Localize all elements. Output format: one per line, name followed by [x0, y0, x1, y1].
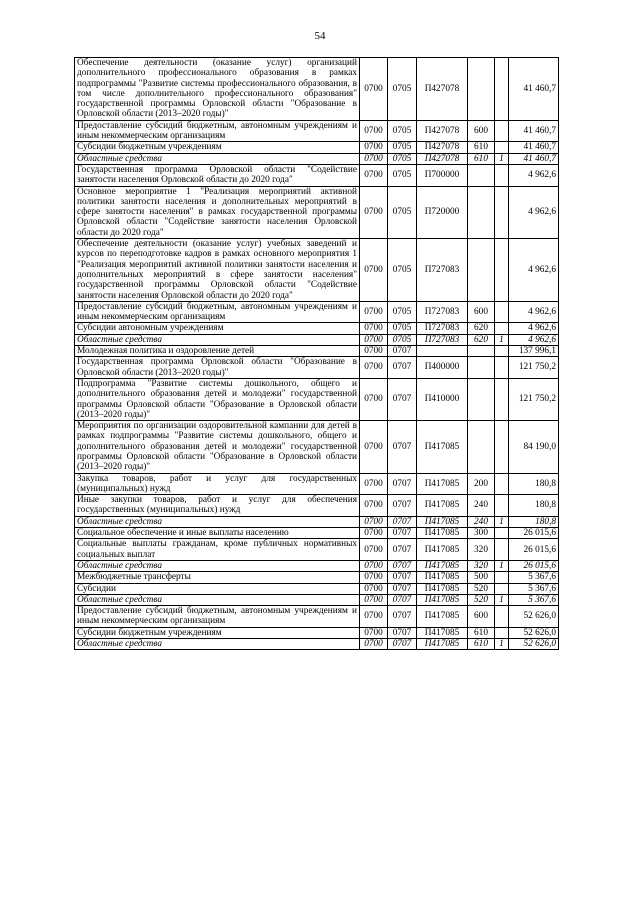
section-code-cell: 0700 — [360, 334, 388, 345]
table-row — [75, 378, 559, 420]
section-code-cell: 0700 — [360, 539, 388, 561]
subsection-code-cell: 0707 — [388, 539, 417, 561]
row-name-cell: Социальные выплаты гражданам, кроме публичных нормативных социальных выплат — [75, 539, 360, 561]
row-name-cell: Социальное обеспечение и иные выплаты населению — [75, 528, 360, 539]
target-article-cell: П417085 — [417, 606, 468, 628]
funding-source-cell: 1 — [495, 594, 509, 605]
target-article-cell: П727083 — [417, 239, 468, 302]
expense-type-cell: 320 — [468, 560, 495, 571]
expense-type-cell: 610 — [468, 639, 495, 650]
target-article-cell: П727083 — [417, 301, 468, 323]
target-article-cell: П427078 — [417, 142, 468, 153]
amount-cell: 121 750,2 — [509, 357, 559, 379]
expense-type-cell: 600 — [468, 301, 495, 323]
subsection-code-cell: 0705 — [388, 334, 417, 345]
section-code-cell: 0700 — [360, 594, 388, 605]
section-code-cell: 0700 — [360, 606, 388, 628]
subsection-code-cell: 0707 — [388, 516, 417, 527]
table-row — [75, 323, 559, 334]
subsection-code-cell: 0707 — [388, 378, 417, 420]
amount-cell: 41 460,7 — [509, 153, 559, 164]
section-code-cell: 0700 — [360, 346, 388, 357]
subsection-code-cell: 0705 — [388, 301, 417, 323]
amount-cell: 5 367,6 — [509, 583, 559, 594]
target-article-cell: П417085 — [417, 539, 468, 561]
row-name-cell: Мероприятия по организации оздоровительной кампании для детей в рамках подпрограммы "Развитие системы дошкольного, общего и дополнительного образования детей и молодежи" государственной программы Орловской области "Образование в Орловской области (2013–2020 годы)" — [75, 421, 360, 473]
expense-type-cell: 520 — [468, 583, 495, 594]
table-row — [75, 572, 559, 583]
funding-source-cell — [495, 627, 509, 638]
target-article-cell: П417085 — [417, 627, 468, 638]
funding-source-cell — [495, 120, 509, 142]
section-code-cell: 0700 — [360, 378, 388, 420]
row-name-cell: Областные средства — [75, 334, 360, 345]
row-name-cell: Областные средства — [75, 560, 360, 571]
section-code-cell: 0700 — [360, 516, 388, 527]
subsection-code-cell: 0707 — [388, 572, 417, 583]
row-name-cell: Субсидии автономным учреждениям — [75, 323, 360, 334]
page-number: 54 — [314, 30, 326, 42]
subsection-code-cell: 0707 — [388, 346, 417, 357]
target-article-cell: П427078 — [417, 120, 468, 142]
expense-type-cell: 620 — [468, 323, 495, 334]
budget-table — [74, 57, 559, 650]
expense-type-cell: 610 — [468, 142, 495, 153]
table-row — [75, 539, 559, 561]
table-row — [75, 58, 559, 121]
target-article-cell: П700000 — [417, 164, 468, 186]
subsection-code-cell: 0705 — [388, 142, 417, 153]
funding-source-cell — [495, 164, 509, 186]
target-article-cell: П417085 — [417, 516, 468, 527]
funding-source-cell: 1 — [495, 153, 509, 164]
amount-cell: 26 015,6 — [509, 560, 559, 571]
table-row — [75, 421, 559, 473]
amount-cell: 4 962,6 — [509, 334, 559, 345]
subsection-code-cell: 0705 — [388, 120, 417, 142]
target-article-cell: П417085 — [417, 572, 468, 583]
expense-type-cell — [468, 186, 495, 238]
expense-type-cell: 300 — [468, 528, 495, 539]
row-name-cell: Основное мероприятие 1 "Реализация мероприятий активной политики занятости населения и дополнительных мероприятий в сфере занятости населения" в рамках государственной программы Орловской области "Содействие занятости населения Орловской области до 2020 года" — [75, 186, 360, 238]
row-name-cell: Обеспечение деятельности (оказание услуг) учебных заведений и курсов по переподготовке кадров в рамках основного мероприятия 1 "Реализация мероприятий активной политики занятости населения и дополнительных мероприятий в сфере занятости населения" государственной программы Орловской области "Содействие занятости населения Орловской области до 2020 года" — [75, 239, 360, 302]
row-name-cell: Субсидии бюджетным учреждениям — [75, 142, 360, 153]
target-article-cell: П427078 — [417, 153, 468, 164]
expense-type-cell: 600 — [468, 120, 495, 142]
row-name-cell: Государственная программа Орловской области "Образование в Орловской области (2013–2020 годы)" — [75, 357, 360, 379]
funding-source-cell — [495, 421, 509, 473]
expense-type-cell — [468, 164, 495, 186]
subsection-code-cell: 0705 — [388, 58, 417, 121]
section-code-cell: 0700 — [360, 58, 388, 121]
subsection-code-cell: 0707 — [388, 639, 417, 650]
table-row — [75, 239, 559, 302]
target-article-cell: П417085 — [417, 528, 468, 539]
expense-type-cell — [468, 378, 495, 420]
section-code-cell: 0700 — [360, 120, 388, 142]
funding-source-cell — [495, 495, 509, 517]
funding-source-cell: 1 — [495, 334, 509, 345]
amount-cell: 4 962,6 — [509, 186, 559, 238]
section-code-cell: 0700 — [360, 627, 388, 638]
funding-source-cell — [495, 301, 509, 323]
funding-source-cell — [495, 346, 509, 357]
expense-type-cell: 610 — [468, 627, 495, 638]
funding-source-cell — [495, 142, 509, 153]
table-row — [75, 357, 559, 379]
target-article-cell: П410000 — [417, 378, 468, 420]
section-code-cell: 0700 — [360, 421, 388, 473]
amount-cell: 26 015,6 — [509, 539, 559, 561]
amount-cell: 137 996,1 — [509, 346, 559, 357]
table-row — [75, 627, 559, 638]
table-row — [75, 606, 559, 628]
target-article-cell: П417085 — [417, 594, 468, 605]
subsection-code-cell: 0705 — [388, 153, 417, 164]
expense-type-cell: 620 — [468, 334, 495, 345]
target-article-cell: П720000 — [417, 186, 468, 238]
target-article-cell: П727083 — [417, 323, 468, 334]
amount-cell: 52 626,0 — [509, 627, 559, 638]
amount-cell: 26 015,6 — [509, 528, 559, 539]
table-row — [75, 153, 559, 164]
target-article-cell: П417085 — [417, 473, 468, 495]
section-code-cell: 0700 — [360, 473, 388, 495]
target-article-cell: П727083 — [417, 334, 468, 345]
amount-cell: 5 367,6 — [509, 594, 559, 605]
funding-source-cell: 1 — [495, 639, 509, 650]
target-article-cell: П417085 — [417, 560, 468, 571]
table-row — [75, 142, 559, 153]
funding-source-cell — [495, 528, 509, 539]
section-code-cell: 0700 — [360, 301, 388, 323]
row-name-cell: Подпрограмма "Развитие системы дошкольного, общего и дополнительного образования детей и молодежи" государственной программы Орловской области "Образование в Орловской области (2013–2020 годы)" — [75, 378, 360, 420]
funding-source-cell — [495, 539, 509, 561]
target-article-cell: П417085 — [417, 421, 468, 473]
table-row — [75, 164, 559, 186]
target-article-cell: П427078 — [417, 58, 468, 121]
table-row — [75, 334, 559, 345]
section-code-cell: 0700 — [360, 528, 388, 539]
row-name-cell: Предоставление субсидий бюджетным, автономным учреждениям и иным некоммерческим организациям — [75, 301, 360, 323]
section-code-cell: 0700 — [360, 560, 388, 571]
target-article-cell: П400000 — [417, 357, 468, 379]
row-name-cell: Иные закупки товаров, работ и услуг для обеспечения государственных (муниципальных) нужд — [75, 495, 360, 517]
funding-source-cell — [495, 606, 509, 628]
row-name-cell: Областные средства — [75, 153, 360, 164]
amount-cell: 41 460,7 — [509, 120, 559, 142]
subsection-code-cell: 0707 — [388, 495, 417, 517]
row-name-cell: Молодежная политика и оздоровление детей — [75, 346, 360, 357]
amount-cell: 5 367,6 — [509, 572, 559, 583]
subsection-code-cell: 0707 — [388, 594, 417, 605]
subsection-code-cell: 0705 — [388, 323, 417, 334]
funding-source-cell — [495, 239, 509, 302]
funding-source-cell — [495, 186, 509, 238]
section-code-cell: 0700 — [360, 323, 388, 334]
amount-cell: 4 962,6 — [509, 301, 559, 323]
amount-cell: 84 190,0 — [509, 421, 559, 473]
funding-source-cell — [495, 583, 509, 594]
amount-cell: 180,8 — [509, 495, 559, 517]
subsection-code-cell: 0705 — [388, 164, 417, 186]
expense-type-cell: 320 — [468, 539, 495, 561]
table-row — [75, 528, 559, 539]
target-article-cell: П417085 — [417, 639, 468, 650]
section-code-cell: 0700 — [360, 639, 388, 650]
row-name-cell: Субсидии бюджетным учреждениям — [75, 627, 360, 638]
table-row — [75, 560, 559, 571]
section-code-cell: 0700 — [360, 239, 388, 302]
section-code-cell: 0700 — [360, 357, 388, 379]
subsection-code-cell: 0707 — [388, 560, 417, 571]
subsection-code-cell: 0707 — [388, 421, 417, 473]
funding-source-cell: 1 — [495, 516, 509, 527]
funding-source-cell — [495, 378, 509, 420]
funding-source-cell: 1 — [495, 560, 509, 571]
amount-cell: 121 750,2 — [509, 378, 559, 420]
expense-type-cell: 240 — [468, 495, 495, 517]
funding-source-cell — [495, 473, 509, 495]
row-name-cell: Предоставление субсидий бюджетным, автономным учреждениям и иным некоммерческим организациям — [75, 120, 360, 142]
amount-cell: 4 962,6 — [509, 164, 559, 186]
expense-type-cell: 500 — [468, 572, 495, 583]
row-name-cell: Областные средства — [75, 639, 360, 650]
expense-type-cell — [468, 239, 495, 302]
section-code-cell: 0700 — [360, 583, 388, 594]
table-row — [75, 516, 559, 527]
table-row — [75, 473, 559, 495]
subsection-code-cell: 0707 — [388, 627, 417, 638]
table-row — [75, 186, 559, 238]
row-name-cell: Обеспечение деятельности (оказание услуг) организаций дополнительного профессионального образования в рамках подпрограммы "Развитие системы профессионального образования, в том числе дополнительного профессионального образования" государственной программы Орловской области "Образование в Орловской области (2013–2020 годы)" — [75, 58, 360, 121]
table-row — [75, 301, 559, 323]
expense-type-cell — [468, 357, 495, 379]
section-code-cell: 0700 — [360, 495, 388, 517]
row-name-cell: Областные средства — [75, 516, 360, 527]
row-name-cell: Предоставление субсидий бюджетным, автономным учреждениям и иным некоммерческим организациям — [75, 606, 360, 628]
subsection-code-cell: 0707 — [388, 357, 417, 379]
amount-cell: 41 460,7 — [509, 58, 559, 121]
section-code-cell: 0700 — [360, 164, 388, 186]
amount-cell: 180,8 — [509, 473, 559, 495]
subsection-code-cell: 0707 — [388, 606, 417, 628]
table-row — [75, 346, 559, 357]
amount-cell: 180,8 — [509, 516, 559, 527]
target-article-cell: П417085 — [417, 495, 468, 517]
table-row — [75, 120, 559, 142]
funding-source-cell — [495, 357, 509, 379]
section-code-cell: 0700 — [360, 153, 388, 164]
funding-source-cell — [495, 323, 509, 334]
funding-source-cell — [495, 58, 509, 121]
subsection-code-cell: 0707 — [388, 528, 417, 539]
table-row — [75, 583, 559, 594]
expense-type-cell: 600 — [468, 606, 495, 628]
amount-cell: 41 460,7 — [509, 142, 559, 153]
row-name-cell: Межбюджетные трансферты — [75, 572, 360, 583]
amount-cell: 4 962,6 — [509, 239, 559, 302]
table-row — [75, 639, 559, 650]
section-code-cell: 0700 — [360, 572, 388, 583]
expense-type-cell — [468, 346, 495, 357]
expense-type-cell: 200 — [468, 473, 495, 495]
amount-cell: 52 626,0 — [509, 606, 559, 628]
expense-type-cell — [468, 58, 495, 121]
expense-type-cell: 520 — [468, 594, 495, 605]
section-code-cell: 0700 — [360, 186, 388, 238]
expense-type-cell — [468, 421, 495, 473]
funding-source-cell — [495, 572, 509, 583]
amount-cell: 52 626,0 — [509, 639, 559, 650]
row-name-cell: Субсидии — [75, 583, 360, 594]
row-name-cell: Областные средства — [75, 594, 360, 605]
target-article-cell: П417085 — [417, 583, 468, 594]
target-article-cell — [417, 346, 468, 357]
section-code-cell: 0700 — [360, 142, 388, 153]
row-name-cell: Государственная программа Орловской области "Содействие занятости населения Орловской области до 2020 года" — [75, 164, 360, 186]
amount-cell: 4 962,6 — [509, 323, 559, 334]
subsection-code-cell: 0705 — [388, 186, 417, 238]
expense-type-cell: 240 — [468, 516, 495, 527]
subsection-code-cell: 0707 — [388, 473, 417, 495]
table-row — [75, 495, 559, 517]
subsection-code-cell: 0707 — [388, 583, 417, 594]
budget-table-body — [75, 58, 559, 650]
subsection-code-cell: 0705 — [388, 239, 417, 302]
row-name-cell: Закупка товаров, работ и услуг для государственных (муниципальных) нужд — [75, 473, 360, 495]
table-row — [75, 594, 559, 605]
expense-type-cell: 610 — [468, 153, 495, 164]
